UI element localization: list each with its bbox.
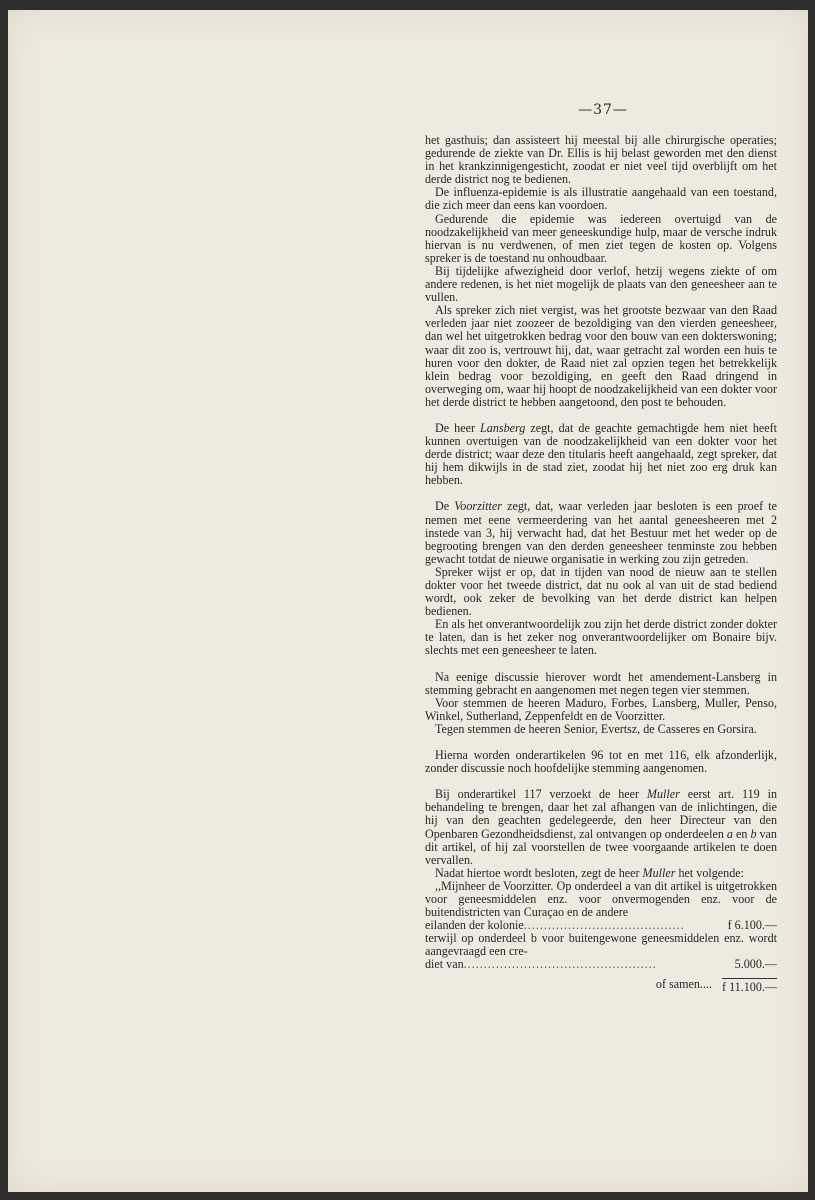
paragraph: het gasthuis; dan assisteert hij meestal bij alle chirurgische operaties; gedurende de ziekte van Dr. Ellis is hij belast geworden met den dienst in het krankzinnigengesticht, zoodat er niet veel tijd overblijft om het derde district nog te bedienen. bbox=[425, 133, 777, 187]
amount-line bbox=[425, 958, 777, 971]
amount-label: eilanden der kolonie bbox=[425, 918, 524, 933]
paragraph: Bij tijdelijke afwezigheid door verlof, hetzij wegens ziekte of om andere redenen, is het niet mogelijk de plaats van den geneesheer aan te vullen. bbox=[425, 263, 777, 305]
paragraph: De Voorzitter zegt, dat, waar verleden jaar besloten is een proef te nemen met eene vermeerdering van het aantal geneesheeren met 2 instede van 3, hij verwacht had, dat het Bestuur met het weder op de begrooting brengen van den derden geneesheer tenminste zou hebben gewacht totdat de nieuwe organisatie in werking zou zijn getreden. bbox=[425, 499, 777, 566]
paragraph: Tegen stemmen de heeren Senior, Evertsz, de Casseres en Gorsira. bbox=[435, 721, 757, 736]
total-line bbox=[425, 978, 777, 994]
speaker-name: Lansberg bbox=[480, 420, 526, 435]
quote-paragraph: ,,Mijnheer de Voorzitter. Op onderdeel a van dit artikel is uitgetrokken voor geneesmiddelen enz. voor onvermogenden enz. voor de buitendistricten van Curaçao en de andere bbox=[425, 878, 777, 920]
paragraph: Na eenige discussie hierover wordt het amendement-Lansberg in stemming gebracht en aangenomen met negen tegen vier stemmen. bbox=[425, 669, 777, 697]
amount-label: diet van bbox=[425, 957, 464, 972]
speaker-name: Muller bbox=[646, 787, 680, 802]
paragraph: De heer Lansberg zegt, dat de geachte gemachtigde hem niet heeft kunnen overtuigen van de noodzakelijkheid van een dokter voor het derde district; waar deze den titularis heeft aangehaald, zegt spreker, dat hij hem dikwijls in de stad ziet, zoodat hij het niet zoo erg druk kan hebben. bbox=[425, 420, 777, 488]
paragraph: Spreker wijst er op, dat in tijden van nood de nieuw aan te stellen dokter voor het tweede district, dat nu ook al van uit de stad bediend wordt, ook zeker de bevolking van het derde district kan helpen bedienen. bbox=[425, 564, 777, 619]
amount-value: 5.000.— bbox=[734, 957, 777, 972]
leader-dots: ........................................ bbox=[523, 919, 685, 933]
speaker-name: Muller bbox=[642, 865, 676, 880]
text-column bbox=[425, 134, 777, 994]
paragraph: Als spreker zich niet vergist, was het grootste bezwaar van den Raad verleden jaar niet zoozeer de bezoldiging van den vierden geneesheer, dan wel het uitgetrokken bedrag voor den bouw van een dokterswoning; waar dit zoo is, vertrouwt hij, dat, waar getracht zal worden een huis te huren voor den dokter, de Raad niet zal opzien tegen het betrekkelijk klein bedrag voor bezoldiging, en geeft den Raad dringend in overweging om, waar hij hoopt de noodzakelijkheid van een dokter voor het derde district te hebben aangetoond, den post te behouden. bbox=[425, 303, 777, 409]
paragraph: En als het onverantwoordelijk zou zijn het derde district zonder dokter te laten, dan is het zeker nog onverantwoordelijker om Bonaire bijv. slechts met een geneesheer te laten. bbox=[425, 617, 777, 658]
total-amount: f 11.100.— bbox=[722, 979, 777, 994]
paragraph: terwijl op onderdeel b voor buitengewone geneesmiddelen enz. wordt aangevraagd een cre- bbox=[425, 931, 777, 959]
paragraph: Gedurende die epidemie was iedereen overtuigd van de noodzakelijkheid van meer geneeskundige hulp, maar de versche indruk hiervan is nu verdwenen, of men ziet tegen de kosten op. Volgens spreker is de toestand nu onhoudbaar. bbox=[425, 211, 777, 265]
document-page bbox=[8, 10, 808, 1192]
paragraph: Voor stemmen de heeren Maduro, Forbes, Lansberg, Muller, Penso, Winkel, Sutherland, Zeppenfeldt en de Voorzitter. bbox=[425, 695, 777, 723]
paragraph: De influenza-epidemie is als illustratie aangehaald van een toestand, die zich meer dan eens kan voordoen. bbox=[425, 185, 777, 213]
leader-dots: ................................................ bbox=[463, 958, 657, 972]
speaker-name: Voorzitter bbox=[454, 499, 502, 514]
paragraph: Bij onderartikel 117 verzoekt de heer Muller eerst art. 119 in behandeling te brengen, daar het zal afhangen van de inlichtingen, die hij van den geachten gedelegeerde, den heer Directeur van den Openbaren Gezondheidsdienst, zal ontvangen op onderdeelen a en b van dit artikel, of hij zal voorstellen de twee voorgaande artikelen te doen vervallen. bbox=[425, 787, 777, 867]
paragraph: Hierna worden onderartikelen 96 tot en met 116, elk afzonderlijk, zonder discussie noch hoofdelijke stemming aangenomen. bbox=[425, 748, 777, 776]
paragraph: Nadat hiertoe wordt besloten, zegt de heer Muller het volgende: bbox=[435, 865, 744, 880]
page-number: —37— bbox=[578, 102, 628, 118]
amount-value: f 6.100.— bbox=[727, 918, 777, 933]
total-label: of samen.... bbox=[655, 976, 713, 991]
